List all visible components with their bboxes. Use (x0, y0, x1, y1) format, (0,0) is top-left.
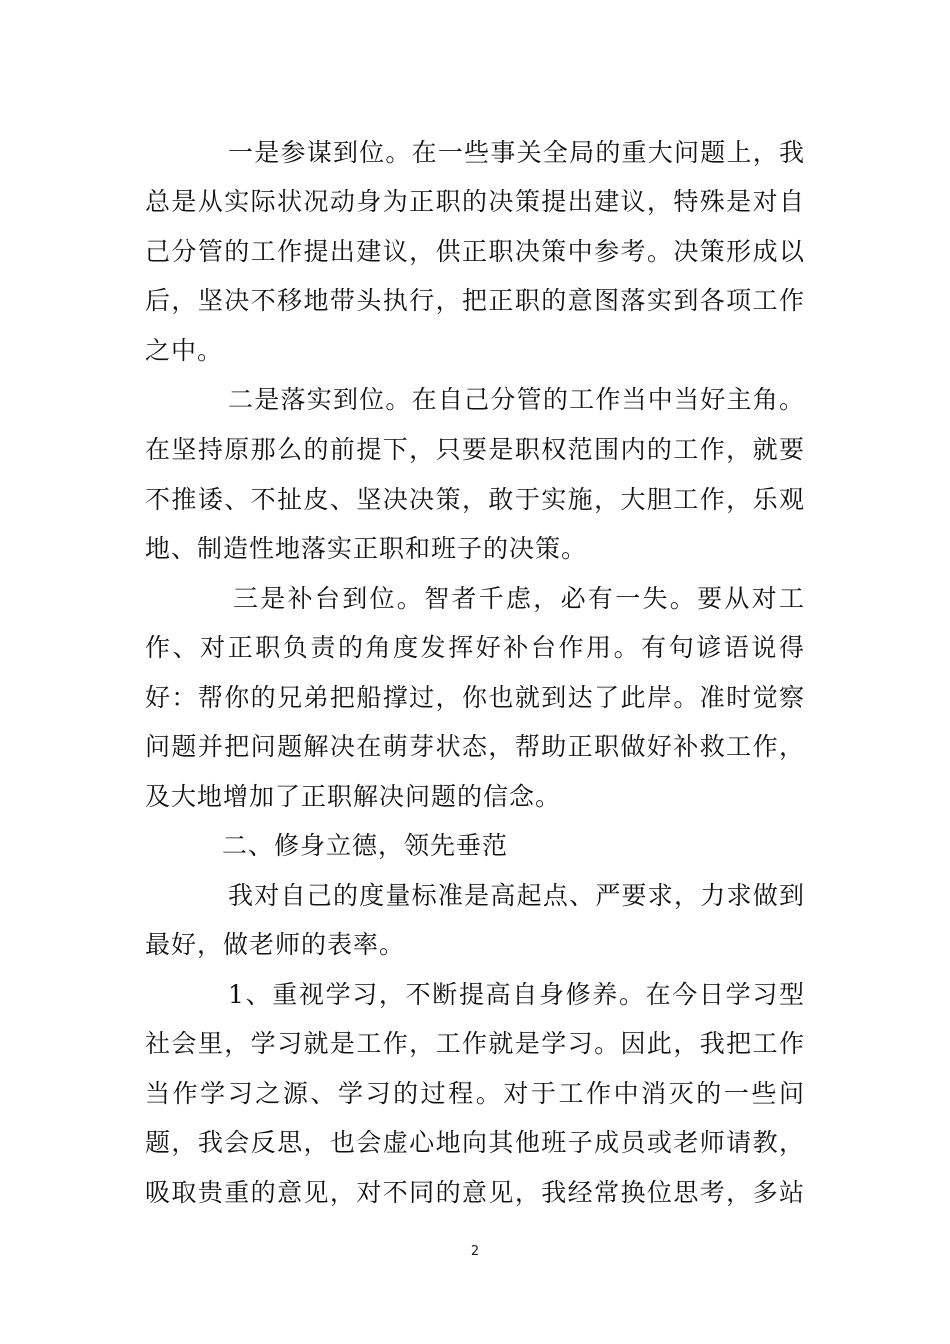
text-line: 不推诿、不扯皮、坚决决策，敢于实施，大胆工作，乐观 (145, 485, 805, 514)
text-line: 在坚持原那么的前提下，只要是职权范围内的工作，就要 (145, 435, 805, 464)
text-line: 社会里，学习就是工作，工作就是学习。因此，我把工作 (145, 1029, 805, 1058)
text-line: 三是补台到位。智者千虑，必有一失。要从对工 (233, 584, 805, 613)
text-line: 总是从实际状况动身为正职的决策提出建议，特殊是对自 (145, 187, 805, 216)
text-line: 好：帮你的兄弟把船撑过，你也就到达了此岸。准时觉察 (145, 683, 805, 712)
text-line: 二是落实到位。在自己分管的工作当中当好主角。 (228, 385, 805, 414)
text-line: 问题并把问题解决在萌芽状态，帮助正职做好补救工作， (145, 732, 805, 761)
text-line: 我对自己的度量标准是高起点、严要求，力求做到 (228, 881, 805, 910)
section-heading: 二、修身立德，领先垂范 (222, 831, 509, 860)
text-line: 题，我会反思，也会虚心地向其他班子成员或老师请教， (145, 1128, 805, 1157)
text-line: 及大地增加了正职解决问题的信念。 (145, 782, 562, 811)
text-line: 一是参谋到位。在一些事关全局的重大问题上，我 (228, 138, 805, 167)
text-line: 作、对正职负责的角度发挥好补台作用。有句谚语说得 (145, 633, 805, 662)
text-line: 后，坚决不移地带头执行，把正职的意图落实到各项工作 (145, 286, 805, 315)
text-line: 地、制造性地落实正职和班子的决策。 (145, 534, 588, 563)
text-line: 最好，做老师的表率。 (145, 930, 406, 959)
text-line: 之中。 (145, 336, 224, 365)
text-line: 1、重视学习，不断提高自身修养。在今日学习型 (228, 980, 805, 1009)
text-line: 当作学习之源、学习的过程。对于工作中消灭的一些问 (145, 1079, 805, 1108)
page-number: 2 (470, 1244, 480, 1259)
text-line: 吸取贵重的意见，对不同的意见，我经常换位思考，多站 (145, 1178, 805, 1207)
text-line: 己分管的工作提出建议，供正职决策中参考。决策形成以 (145, 237, 805, 266)
